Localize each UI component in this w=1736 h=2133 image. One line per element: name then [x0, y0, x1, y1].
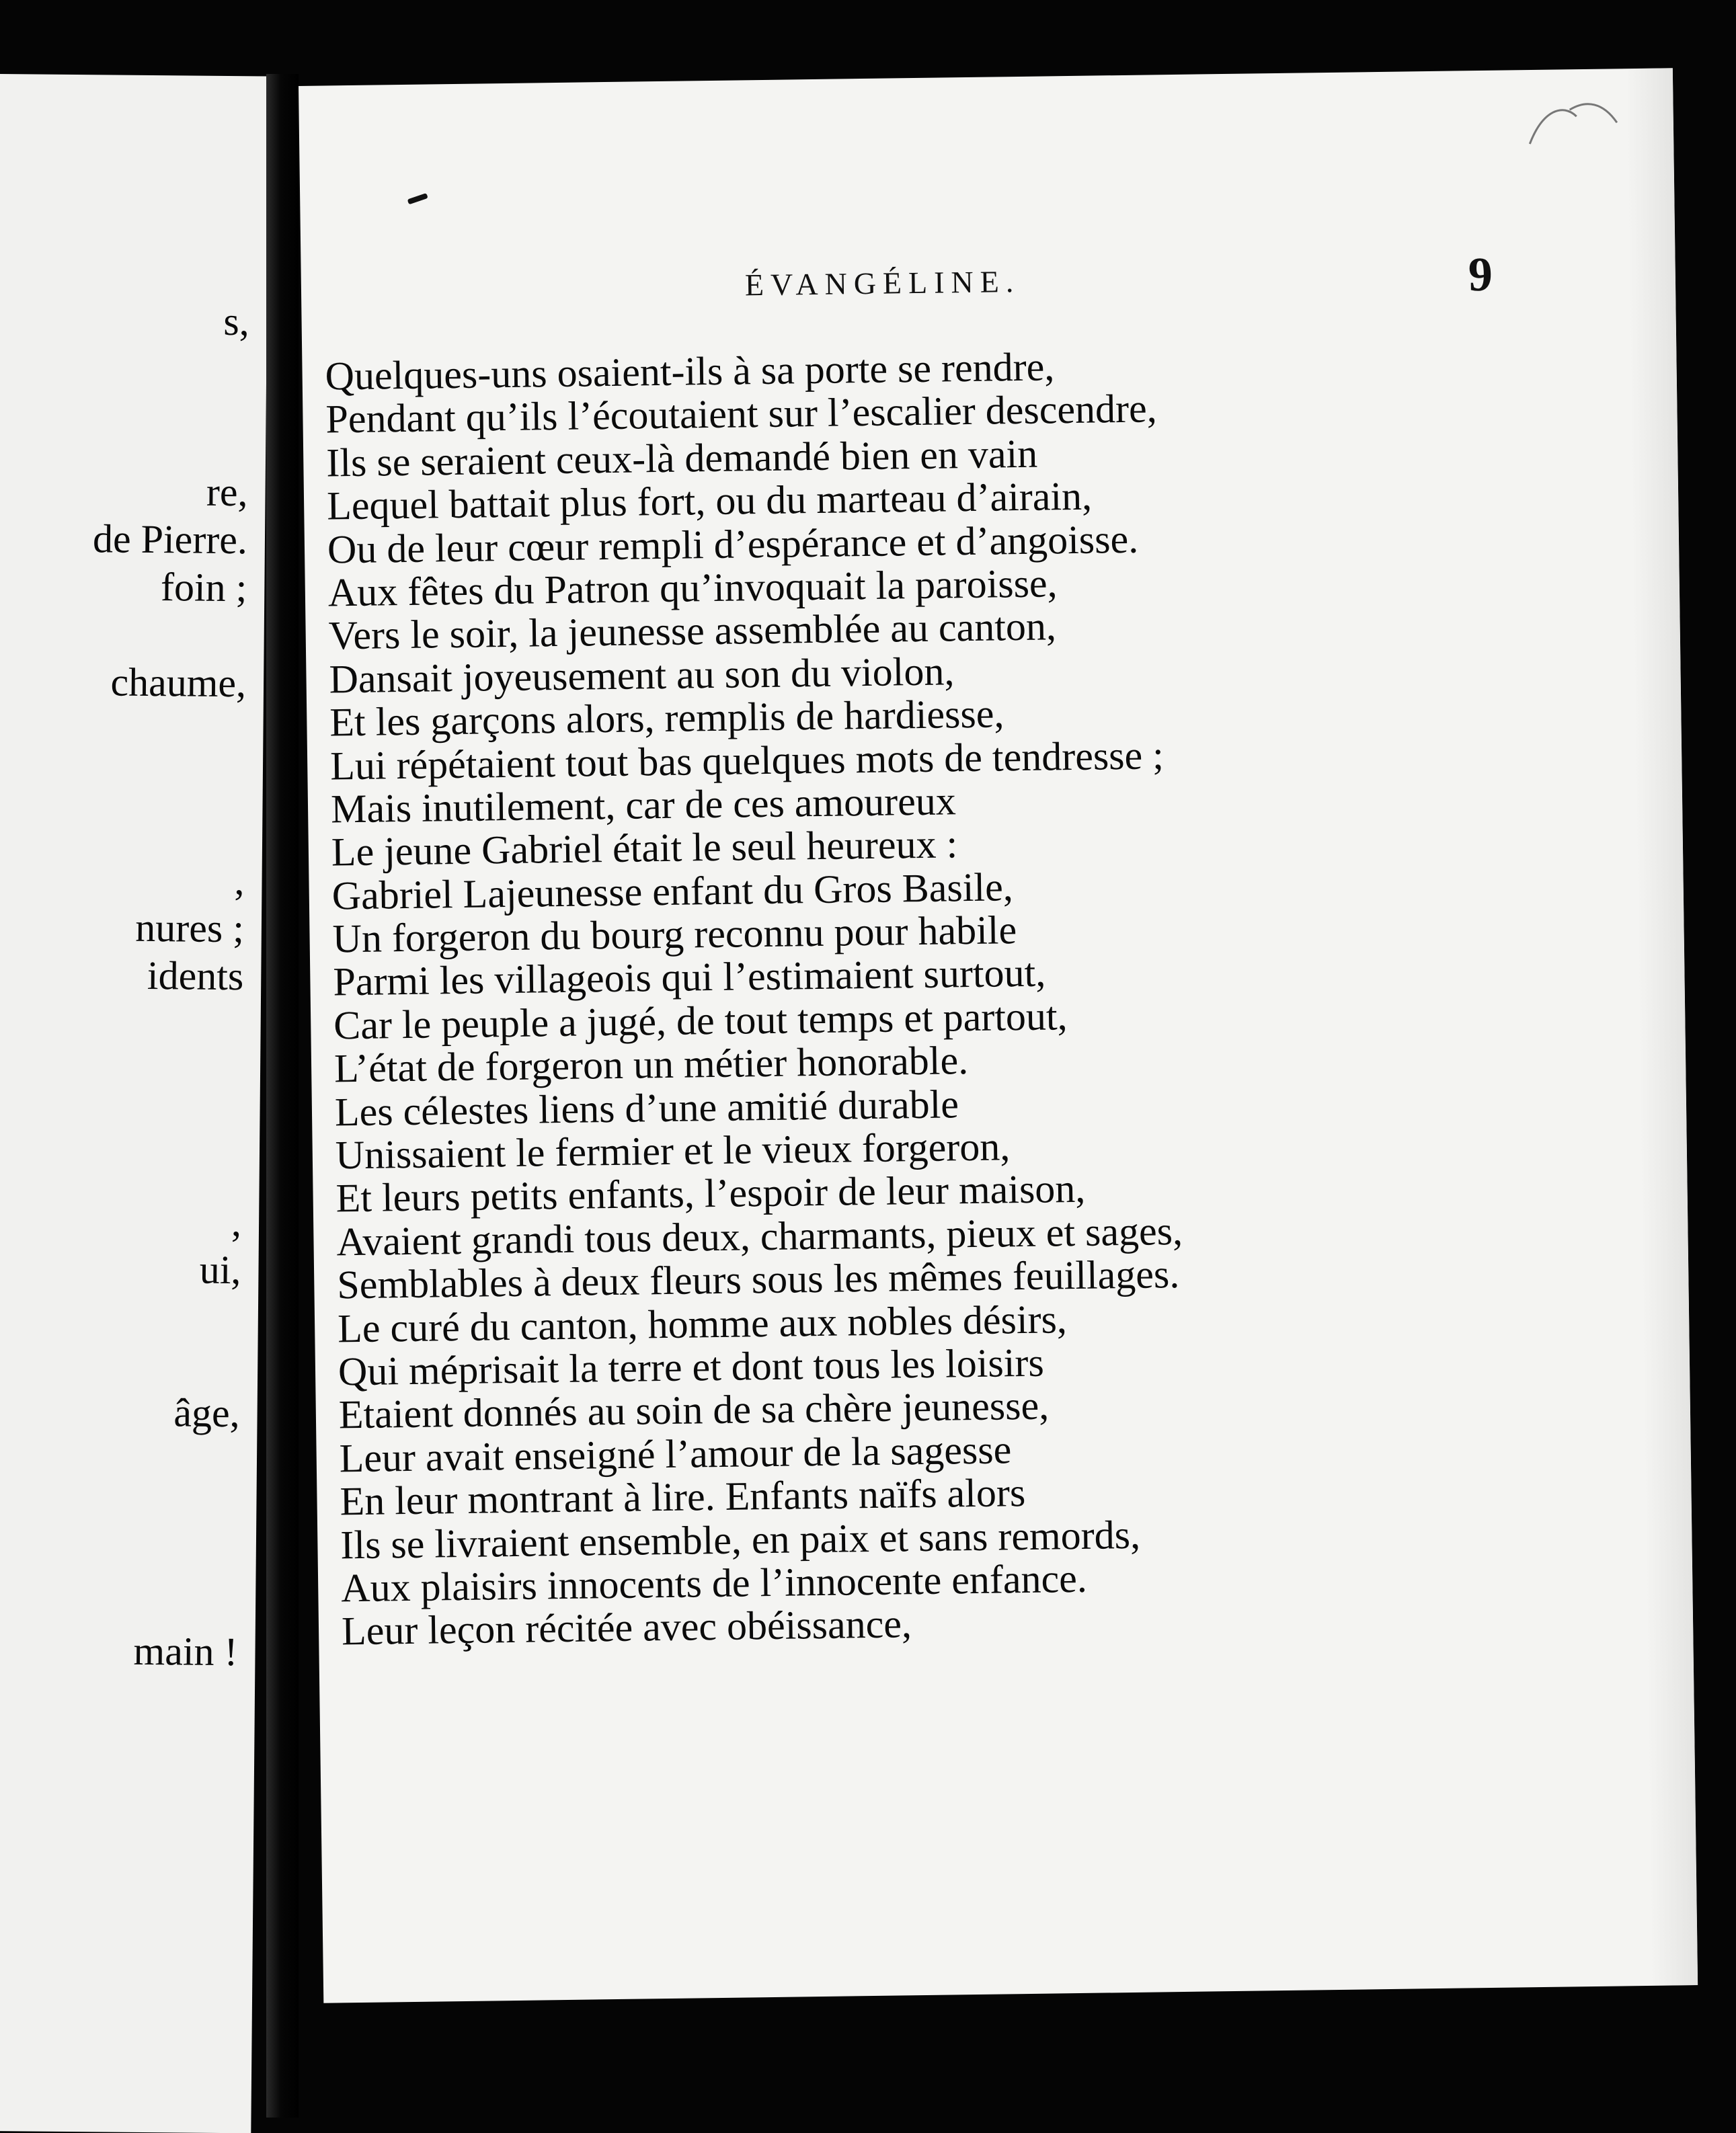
- verse-line: Dansait joyeusement au son du violon,: [329, 649, 955, 702]
- verse-line: Les célestes liens d’une amitié durable: [334, 1081, 959, 1135]
- verse-line: Leur avait enseigné l’amour de la sagesse: [339, 1427, 1012, 1481]
- verse-line: Gabriel Lajeunesse enfant du Gros Basile,: [331, 864, 1014, 918]
- facing-page-line: chaume,: [110, 659, 247, 706]
- book-gutter: [266, 74, 299, 2118]
- page-number: 9: [1468, 247, 1493, 302]
- pencil-mark: [1522, 95, 1624, 157]
- facing-page-left: [0, 74, 269, 2133]
- verse-line: Pendant qu’ils l’écoutaient sur l’escalier descendre,: [325, 386, 1158, 442]
- verse-line: Parmi les villageois qui l’estimaient surtout,: [333, 951, 1046, 1004]
- verse-line: Quelques-uns osaient-ils à sa porte se rendre,: [325, 344, 1055, 399]
- facing-page-line: foin ;: [160, 564, 247, 610]
- verse-line: Ou de leur cœur rempli d’espérance et d’angoisse.: [327, 516, 1139, 572]
- verse-line: Qui méprisait la terre et dont tous les loisirs: [338, 1340, 1045, 1394]
- verse-line: Un forgeron du bourg reconnu pour habile: [332, 908, 1017, 961]
- verse-line: Etaient donnés au soin de sa chère jeunesse,: [338, 1383, 1050, 1437]
- verse-line: En leur montrant à lire. Enfants naïfs alors: [340, 1470, 1026, 1524]
- facing-page-line: ,: [234, 858, 245, 903]
- facing-page-text: [0, 74, 269, 2133]
- facing-page-line: ,: [231, 1199, 242, 1244]
- verse-line: Aux fêtes du Patron qu’invoquait la paroisse,: [327, 561, 1058, 615]
- verse-line: Vers le soir, la jeunesse assemblée au canton,: [328, 604, 1057, 658]
- verse-line: Ils se seraient ceux-là demandé bien en vain: [325, 431, 1038, 485]
- facing-page-line: âge,: [173, 1390, 240, 1436]
- facing-page-line: re,: [206, 469, 248, 514]
- verse-line: L’état de forgeron un métier honorable.: [333, 1038, 969, 1091]
- facing-page-line: de Pierre.: [92, 516, 248, 562]
- verse-line: Lui répétaient tout bas quelques mots de tendresse ;: [329, 732, 1165, 788]
- verse-line: Leur leçon récitée avec obéissance,: [341, 1601, 912, 1654]
- verse-line: Lequel battait plus fort, ou du marteau d’airain,: [326, 473, 1093, 528]
- verse-line: Semblables à deux fleurs sous les mêmes feuillages.: [336, 1252, 1180, 1307]
- verse-line: Aux plaisirs innocents de l’innocente enfance.: [340, 1556, 1088, 1611]
- verse-line: Le jeune Gabriel était le seul heureux :: [331, 821, 958, 875]
- verse-line: Unissaient le fermier et le vieux forgeron,: [335, 1124, 1011, 1178]
- ink-smudge: [407, 193, 428, 204]
- verse-line: Ils se livraient ensemble, en paix et sans remords,: [340, 1512, 1141, 1567]
- facing-page-line: s,: [223, 298, 250, 344]
- page-edge-shading: [1626, 68, 1698, 1986]
- book-page: [299, 68, 1698, 2003]
- verse-line: Car le peuple a jugé, de tout temps et partout,: [333, 994, 1068, 1048]
- verse-line: Mais inutilement, car de ces amoureux: [330, 778, 957, 832]
- facing-page-line: main !: [133, 1629, 238, 1675]
- facing-page-line: ui,: [199, 1247, 241, 1292]
- verse-line: Le curé du canton, homme aux nobles désirs,: [337, 1296, 1068, 1351]
- verse-line: Et leurs petits enfants, l’espoir de leur maison,: [336, 1166, 1086, 1221]
- poem-text: [325, 339, 1498, 1653]
- facing-page-line: nures ;: [134, 905, 245, 951]
- facing-page-line: idents: [147, 953, 244, 999]
- verse-line: Et les garçons alors, remplis de hardiesse,: [329, 691, 1004, 745]
- running-head: ÉVANGÉLINE.: [744, 264, 1021, 303]
- verse-line: Avaient grandi tous deux, charmants, pieux et sages,: [336, 1208, 1183, 1264]
